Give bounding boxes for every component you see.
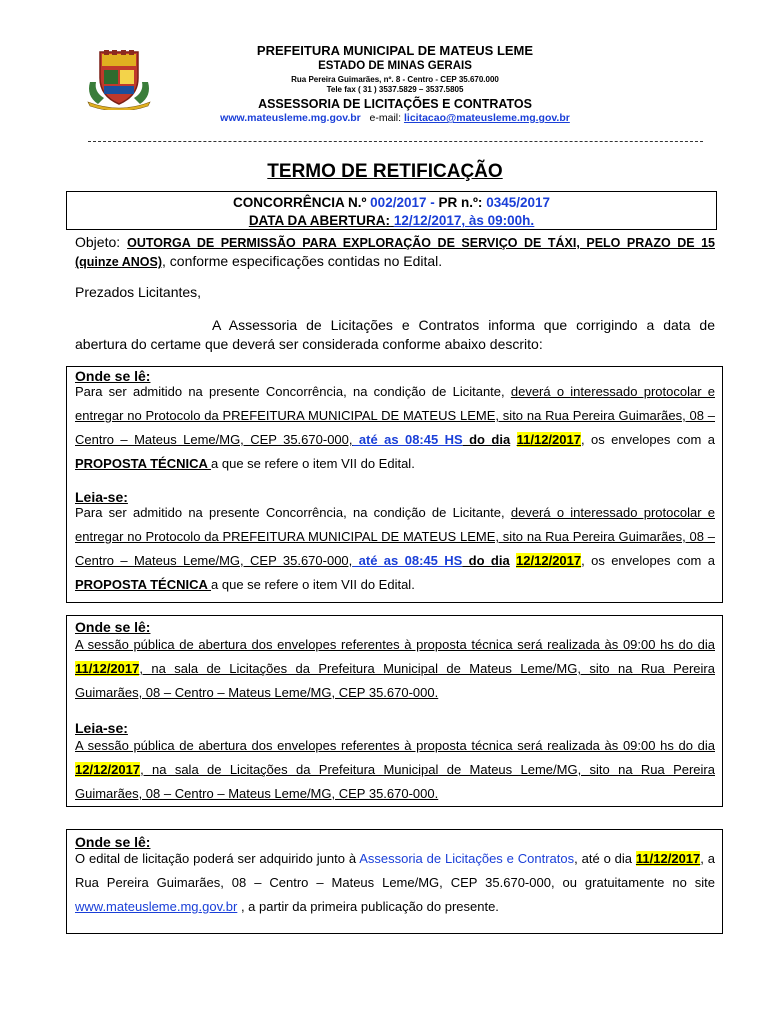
new-date: 12/12/2017 <box>75 762 141 777</box>
box2-original-text: A sessão pública de abertura dos envelopes referentes à proposta técnica será realizada às 09:00 hs do dia 11/12/2017, na sala de Licitações da Prefeitura Municipal de Mateus Leme/MG, sito na Rua Pereira Guimarães, 08 – Centro – Mateus Leme/MG, CEP 35.670-000. <box>75 637 715 700</box>
email-link[interactable]: licitacao@mateusleme.mg.gov.br <box>403 112 570 124</box>
email-label: e-mail: <box>369 112 402 124</box>
document-title: TERMO DE RETIFICAÇÃO <box>267 161 503 182</box>
object-description: OUTORGA DE PERMISSÃO PARA EXPLORAÇÃO DE SERVIÇO DE TÁXI, PELO PRAZO DE 15 (quinze ANOS) <box>75 236 715 269</box>
site-link[interactable]: www.mateusleme.mg.gov.br <box>75 899 238 914</box>
old-date: 11/12/2017 <box>75 661 140 676</box>
municipal-coat-of-arms-logo <box>84 48 154 110</box>
label-onde-se-le-3: Onde se lê: <box>75 834 151 850</box>
dept-link: Assessoria de Licitações e Contratos <box>359 851 575 866</box>
contest-number-line: CONCORRÊNCIA N.º 002/2017 - PR n.º: 0345/2017 <box>232 195 551 210</box>
org-phone: Tele fax ( 31 ) 3537.5829 – 3537.5805 <box>326 85 464 94</box>
box3-text: O edital de licitação poderá ser adquirido junto à Assessoria de Licitações e Contratos, até o dia 11/12/2017, a Rua Pereira Guimarães, 08 – Centro – Mateus Leme/MG, CEP 35.670-000, ou gratuitamente no site www.mateusleme.mg.gov.br , a partir da primeira publicação do presente. <box>75 851 715 914</box>
greeting: Prezados Licitantes, <box>75 284 202 300</box>
box1-corrected-text: Para ser admitido na presente Concorrência, na condição de Licitante, deverá o interessado protocolar e entregar no Protocolo da PREFEITURA MUNICIPAL DE MATEUS LEME, sito na Rua Pereira Guimarães, 08 – Centro – Mateus Leme/MG, CEP 35.670-000, até as 08:45 HS do dia 12/12/2017, os envelopes com a PROPOSTA TÉCNICA a que se refere o item VII do Edital. <box>75 505 715 592</box>
box2-corrected-text: A sessão pública de abertura dos envelopes referentes à proposta técnica será realizada às 09:00 hs do dia 12/12/2017, na sala de Licitações da Prefeitura Municipal de Mateus Leme/MG, sito na Rua Pereira Guimarães, 08 – Centro – Mateus Leme/MG, CEP 35.670-000. <box>75 738 715 801</box>
opening-date-line: DATA DA ABERTURA: 12/12/2017, às 09:00h. <box>248 213 535 228</box>
opening-date: 12/12/2017, às 09:00h. <box>393 213 535 228</box>
contact-line <box>190 112 600 124</box>
new-date: 12/12/2017 <box>516 553 582 568</box>
org-name: PREFEITURA MUNICIPAL DE MATEUS LEME <box>256 43 534 58</box>
deadline-date: 11/12/2017 <box>635 851 701 866</box>
org-address: Rua Pereira Guimarães, nº. 8 - Centro - CEP 35.670.000 <box>291 75 499 84</box>
contest-number: 002/2017 - <box>370 195 435 210</box>
state-name: ESTADO DE MINAS GERAIS <box>318 60 472 72</box>
object-paragraph: Objeto: OUTORGA DE PERMISSÃO PARA EXPLORAÇÃO DE SERVIÇO DE TÁXI, PELO PRAZO DE 15 (quinze ANOS), conforme especificações contidas no Edital. <box>75 234 715 269</box>
website-link[interactable]: www.mateusleme.mg.gov.br <box>220 112 361 124</box>
intro-paragraph: A Assessoria de Licitações e Contratos informa que corrigindo a data de abertura do certame que deverá ser considerada conforme abaixo descrito: <box>75 317 715 352</box>
label-leia-se-1: Leia-se: <box>75 489 128 505</box>
process-number: 0345/2017 <box>486 195 551 210</box>
label-leia-se-2: Leia-se: <box>75 720 128 736</box>
old-date: 11/12/2017 <box>516 432 581 447</box>
label-onde-se-le-2: Onde se lê: <box>75 619 151 635</box>
department-name: ASSESSORIA DE LICITAÇÕES E CONTRATOS <box>258 97 532 111</box>
header-divider <box>88 141 703 142</box>
box1-original-text: Para ser admitido na presente Concorrência, na condição de Licitante, deverá o interessado protocolar e entregar no Protocolo da PREFEITURA MUNICIPAL DE MATEUS LEME, sito na Rua Pereira Guimarães, 08 – Centro – Mateus Leme/MG, CEP 35.670-000, até as 08:45 HS do dia 11/12/2017, os envelopes com a PROPOSTA TÉCNICA a que se refere o item VII do Edital. <box>75 384 715 471</box>
label-onde-se-le-1: Onde se lê: <box>75 368 151 384</box>
